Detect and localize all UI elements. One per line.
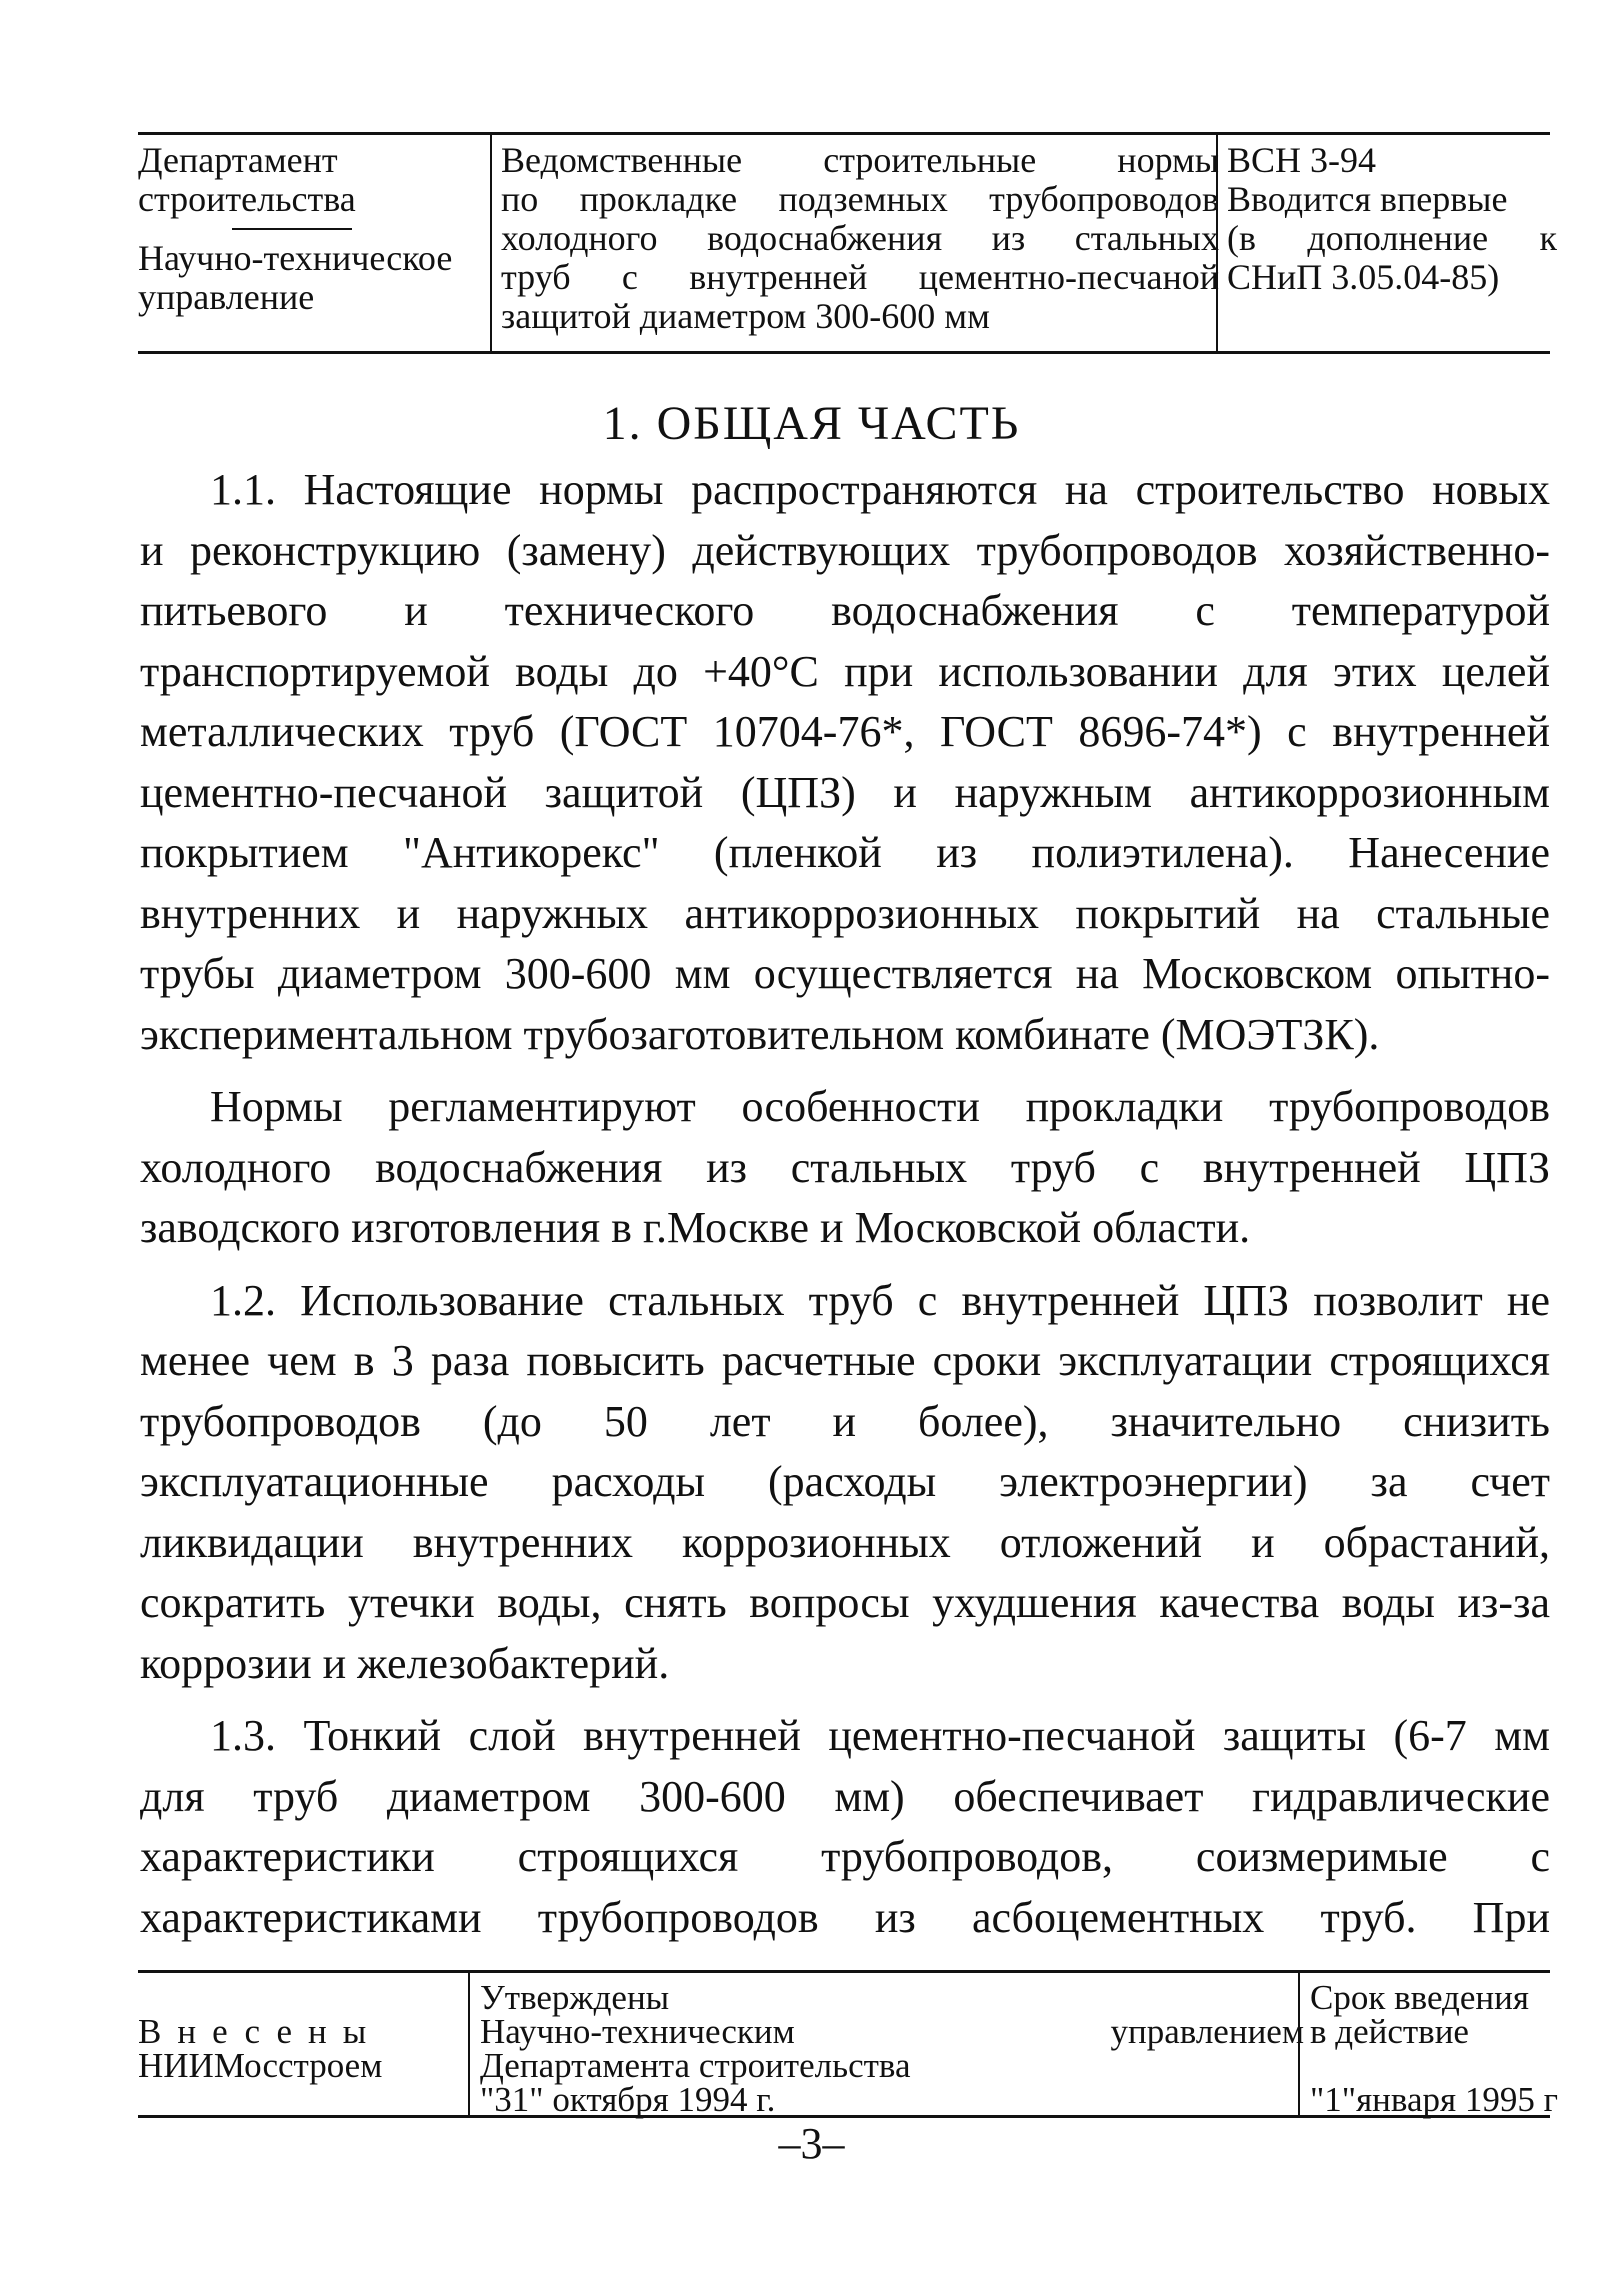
footer-submitted bbox=[138, 1973, 463, 2115]
text-line: эксплуатационные расходы (расходы электроэнергии) за счет bbox=[140, 1457, 1550, 1506]
header-document-title bbox=[490, 135, 1219, 351]
text-line: внутренних и наружных антикоррозионных покрытий на стальные bbox=[140, 888, 1550, 938]
header-table bbox=[138, 132, 1557, 354]
document-body bbox=[140, 460, 1550, 1948]
footer-table bbox=[138, 1970, 1558, 2119]
text-line: цементно-песчаной защитой (ЦПЗ) и наружным антикоррозионным bbox=[140, 767, 1550, 817]
paragraph-1-1 bbox=[140, 460, 1550, 1065]
doc-supplement: (в дополнение к bbox=[1227, 218, 1557, 258]
text-line: экспериментальном трубозаготовительном комбинате (МОЭТЗК). bbox=[140, 1009, 1380, 1059]
doc-title-line: защитой диаметром 300-600 мм bbox=[501, 296, 990, 336]
paragraph-1-2 bbox=[140, 1271, 1550, 1695]
doc-title-line: Ведомственные строительные нормы bbox=[501, 140, 1219, 180]
text-line: холодного водоснабжения из стальных труб с внутренней ЦПЗ bbox=[140, 1142, 1550, 1192]
issuer-divider bbox=[232, 228, 352, 230]
doc-title-line: по прокладке подземных трубопроводов bbox=[501, 179, 1219, 219]
approved-by-dept: Департамента строительства bbox=[480, 2046, 911, 2085]
approved-label: Утверждены bbox=[480, 1978, 670, 2017]
doc-status: Вводится впервые bbox=[1227, 179, 1508, 219]
issuer-line-1: Департамент bbox=[138, 140, 338, 180]
text-line: менее чем в 3 раза повысить расчетные сроки эксплуатации строящихся bbox=[140, 1336, 1550, 1385]
text-line: металлических труб (ГОСТ 10704-76*, ГОСТ 8696-74*) с внутренней bbox=[140, 707, 1550, 756]
issuer-line-4: управление bbox=[138, 277, 315, 317]
text-line: транспортируемой воды до +40°С при использовании для этих целей bbox=[140, 646, 1550, 696]
approved-date: "31" октября 1994 г. bbox=[480, 2080, 776, 2119]
text-line: и реконструкцию (замену) действующих трубопроводов хозяйственно- bbox=[140, 525, 1550, 575]
doc-title-line: труб с внутренней цементно-песчаной bbox=[501, 257, 1219, 297]
page-number: –3– bbox=[778, 2119, 845, 2168]
text-line: 1.3. Тонкий слой внутренней цементно-песчаной защиты (6-7 мм bbox=[210, 1711, 1550, 1760]
text-line: для труб диаметром 300-600 мм) обеспечивает гидравлические bbox=[140, 1771, 1550, 1821]
issuer-line-3: Научно-техническое bbox=[138, 238, 453, 278]
text-line: характеристики строящихся трубопроводов, соизмеримые с bbox=[140, 1832, 1550, 1881]
doc-supplement: СНиП 3.05.04-85) bbox=[1227, 257, 1500, 297]
text-line: сократить утечки воды, снять вопросы ухудшения качества воды из-за bbox=[140, 1578, 1550, 1627]
header-issuer bbox=[138, 135, 483, 351]
doc-code: ВСН 3-94 bbox=[1227, 140, 1377, 180]
text-line: Нормы регламентируют особенности прокладки трубопроводов bbox=[210, 1082, 1550, 1131]
text-line: трубопроводов (до 50 лет и более), значительно снизить bbox=[140, 1396, 1550, 1446]
paragraph-norms bbox=[140, 1077, 1550, 1259]
footer-approved bbox=[468, 1973, 1304, 2119]
text-line: 1.2. Использование стальных труб с внутренней ЦПЗ позволит не bbox=[210, 1275, 1550, 1325]
effective-label-1: Срок введения bbox=[1310, 1978, 1529, 2017]
text-line: питьевого и технического водоснабжения с температурой bbox=[140, 586, 1550, 635]
text-line: характеристиками трубопроводов из асбоцементных труб. При bbox=[140, 1892, 1550, 1942]
text-line: покрытием "Антикорекс" (пленкой из полиэтилена). Нанесение bbox=[140, 828, 1550, 877]
text-line: ликвидации внутренних коррозионных отложений и обрастаний, bbox=[140, 1517, 1550, 1567]
effective-label-2: в действие bbox=[1310, 2012, 1469, 2051]
doc-title-line: холодного водоснабжения из стальных bbox=[501, 218, 1219, 258]
text-line: трубы диаметром 300-600 мм осуществляется на Московском опытно- bbox=[140, 949, 1550, 998]
paragraph-1-3 bbox=[140, 1706, 1550, 1948]
footer-effective bbox=[1298, 1973, 1560, 2119]
header-document-code bbox=[1216, 135, 1557, 351]
submitted-by: НИИМосстроем bbox=[138, 2046, 383, 2085]
approved-by: Научно-техническим управлением bbox=[480, 2012, 1304, 2051]
effective-date: "1"января 1995 г bbox=[1310, 2080, 1558, 2119]
text-line: коррозии и железобактерий. bbox=[140, 1638, 670, 1688]
section-title: 1. ОБЩАЯ ЧАСТЬ bbox=[602, 397, 1021, 450]
text-line: 1.1. Настоящие нормы распространяются на строительство новых bbox=[210, 465, 1550, 514]
issuer-line-2: строительства bbox=[138, 179, 356, 219]
text-line: заводского изготовления в г.Москве и Московской области. bbox=[140, 1203, 1251, 1252]
submitted-label: Внесены bbox=[138, 2012, 383, 2051]
